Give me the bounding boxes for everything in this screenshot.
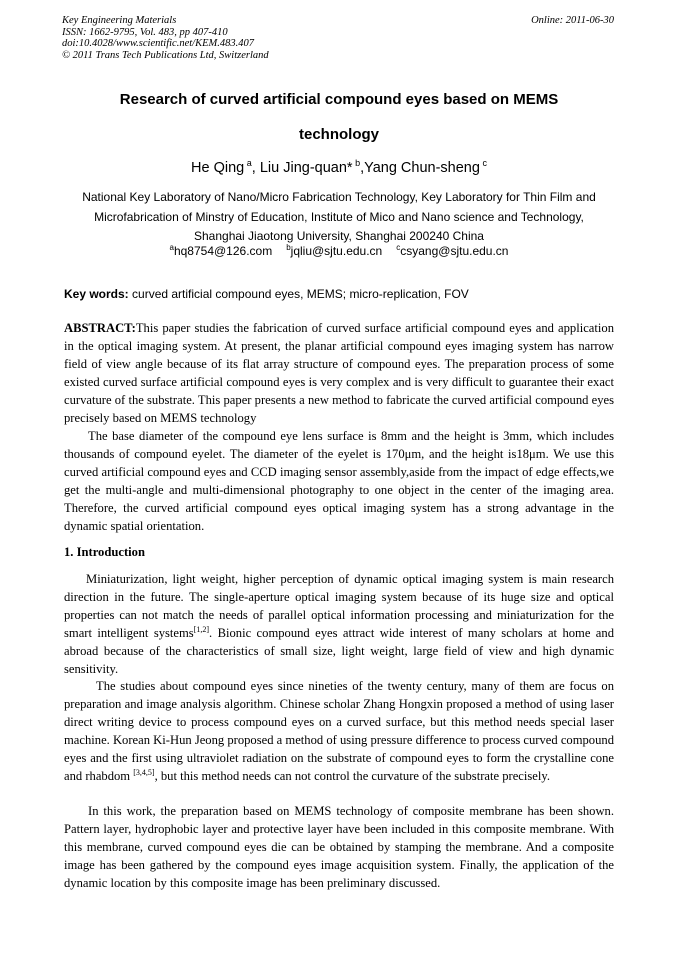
affiliation xyxy=(58,188,620,247)
author-affil-mark: a xyxy=(246,158,252,168)
intro-paragraph-2 xyxy=(64,677,614,786)
email-mark: b xyxy=(286,243,291,252)
email-mark: a xyxy=(169,243,174,252)
affiliation-line: National Key Laboratory of Nano/Micro Fabrication Technology, Key Laboratory for Thin Film and xyxy=(82,190,596,204)
paragraph-text: . Bionic compound eyes attract wide interest of many scholars at home and abroad because of the characteristics of small size, light weight, large field of view and high dynamic sensitivity. xyxy=(64,626,614,677)
journal-name: Key Engineering Materials xyxy=(62,15,177,26)
author-affil-mark: b xyxy=(355,158,361,168)
paragraph-text: , but this method needs can not control the curvature of the substrate precisely. xyxy=(154,769,550,784)
online-date: Online: 2011-06-30 xyxy=(531,15,614,26)
keywords xyxy=(64,287,469,301)
abstract-text: This paper studies the fabrication of curved surface artificial compound eyes and application in the optical imaging system. At present, the planar artificial compound eyes imaging system has narrow field of view angle because of its flat array structure of compound eyes. The preparation process of some existed curved surface artificial compound eyes is very complex and is very difficult to guarantee their exact curvature of the substrate. This paper presents a new method to fabricate the curved artificial compound eyes precisely based on MEMS technology xyxy=(64,321,614,426)
citation-ref[interactable]: [3,4,5] xyxy=(133,768,155,778)
paper-title-line-1: Research of curved artificial compound eyes based on MEMS xyxy=(119,91,559,108)
abstract-paragraph-1 xyxy=(64,319,614,428)
author-list xyxy=(40,158,638,176)
affiliation-line: Microfabrication of Minstry of Education, Institute of Mico and Nano science and Technology, xyxy=(94,209,584,224)
issn: ISSN: 1662-9795, Vol. 483, pp 407-410 xyxy=(62,26,228,38)
author-name: , Liu Jing-quan* xyxy=(251,160,353,176)
paper-title-line-2: technology xyxy=(298,126,379,143)
abstract-label: ABSTRACT: xyxy=(64,321,136,335)
intro-paragraph-1 xyxy=(64,570,614,679)
section-heading-introduction: 1. Introduction xyxy=(64,545,145,559)
doi[interactable]: doi:10.4028/www.scientific.net/KEM.483.407 xyxy=(62,38,254,49)
intro-paragraph-3: In this work, the preparation based on MEMS technology of composite membrane has been shown. Pattern layer, hydrophobic layer and protective layer have been included in this composite membrane. With this membrane, curved compound eyes die can be obtained by stamping the membrane. And a composite image has been gathered by the compound eyes image acquisition system. Finally, the application of the dynamic location by this composite image has been preliminary discussed. xyxy=(64,804,614,891)
paragraph-text: The studies about compound eyes since nineties of the twenty century, many of them are focus on preparation and image analysis algorithm. Chinese scholar Zhang Hongxin proposed a method of using laser direct writing device to process compound eyes on a curved surface, but this method needs special laser machine. Korean Ki-Hun Jeong proposed a method of using pressure difference to process curved compound eyes and the first using ultraviolet radiation on the substrate of compound eyes to form the crystalline cone and rhabdom xyxy=(64,679,614,784)
affiliation-line: Shanghai Jiaotong University, Shanghai 200240 China xyxy=(194,229,484,243)
keywords-text: curved artificial compound eyes, MEMS; micro-replication, FOV xyxy=(128,287,469,301)
copyright: © 2011 Trans Tech Publications Ltd, Switzerland xyxy=(62,49,269,61)
citation-ref[interactable]: [1,2] xyxy=(193,625,210,635)
author-name: ,Yang Chun-sheng xyxy=(360,160,480,176)
email-link[interactable]: jqliu@sjtu.edu.cn xyxy=(290,244,383,258)
journal-header xyxy=(62,15,269,61)
email-link[interactable]: hq8754@126.com xyxy=(173,244,273,258)
email-link[interactable]: csyang@sjtu.edu.cn xyxy=(400,244,509,258)
abstract-paragraph-2: The base diameter of the compound eye lens surface is 8mm and the height is 3mm, which includes thousands of compound eyelet. The diameter of the eyelet is 170μm, and the height is18μm. We use this curved artificial compound eyes and CCD imaging sensor assembly,aside from the impact of edge effects,we get the multi-angle and multi-dimensional photography to one object in the center of the imaging area. Therefore, the curved artificial compound eyes optical imaging system has a strong advantage in the dynamic spatial orientation. xyxy=(64,429,614,534)
author-name: He Qing xyxy=(191,160,245,176)
email-mark: c xyxy=(396,243,401,252)
author-affil-mark: c xyxy=(482,158,487,168)
keywords-label: Key words: xyxy=(64,287,129,301)
paragraph-text: Miniaturization, light weight, higher perception of dynamic optical imaging system is main research direction in the future. The single-aperture optical imaging system because of its huge size and optical properties can not match the needs of parallel optical information processing and miniaturization for the smart intelligent systems xyxy=(64,572,614,641)
email-list xyxy=(40,243,638,258)
